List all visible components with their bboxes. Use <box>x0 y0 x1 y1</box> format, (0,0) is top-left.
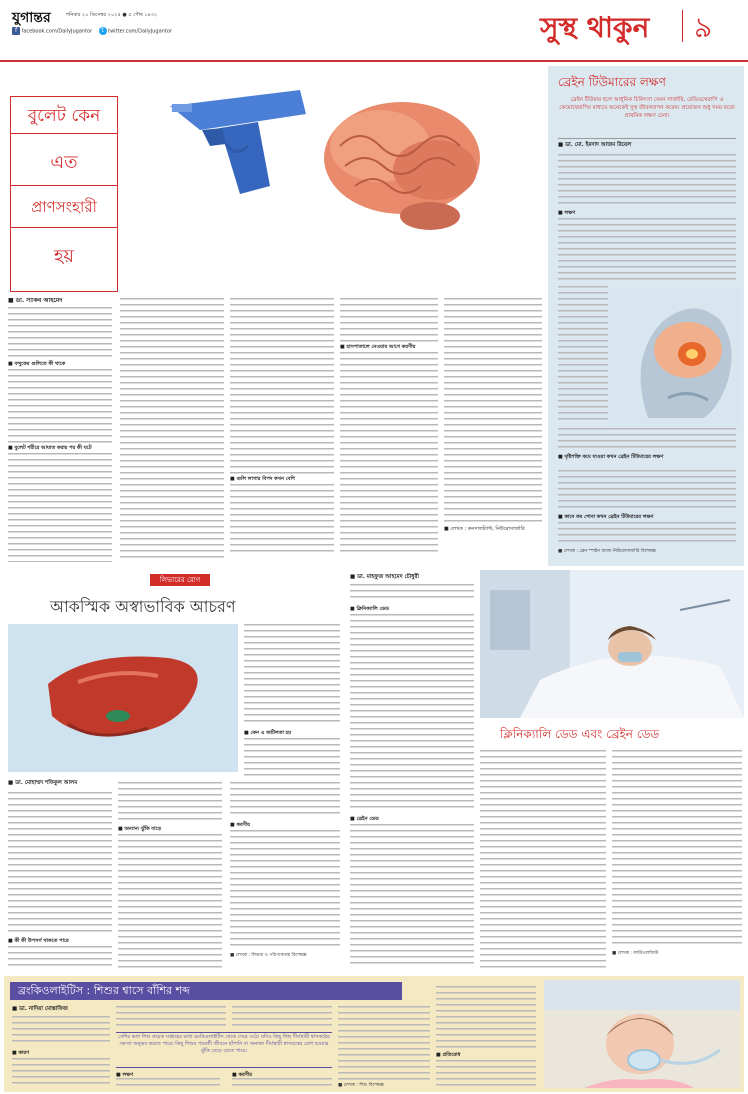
bullet-byline: ■ ডা. সাকিব আহমেদ <box>8 298 63 304</box>
dead-intro <box>350 584 474 602</box>
dead-col-1b <box>350 824 474 968</box>
dead-article <box>350 570 744 972</box>
brain-body-3 <box>558 286 608 424</box>
masthead <box>0 0 748 66</box>
bronch-col-5 <box>436 986 536 1048</box>
bronch-sub3: ■ করণীয় <box>232 1072 253 1078</box>
bronch-sub2: ■ লক্ষণ <box>116 1072 134 1078</box>
bullet-headline-box <box>10 96 118 292</box>
page-number: ৯ <box>694 11 713 44</box>
brain-intro: ব্রেইন টিউমার হলে আধুনিক চিকিৎসা যেমন সার্জারি, রেডিওথেরাপি ও কেমোথেরাপির মাধ্যমে অনেকেই সুস্থ জীবনযাপন করেন। প্রয়োজন শুধু সময় মতো প্রাথমিক লক্ষণ চেনা। <box>559 97 735 119</box>
liver-col-2b <box>118 834 222 968</box>
dead-col-3 <box>612 750 742 946</box>
masthead-rule <box>0 60 748 62</box>
bullet-col-3 <box>230 298 334 560</box>
dateline: শনিবার ২০ ডিসেম্বর ২০২৫ ● ৫ পৌষ ১৪৩২ <box>66 12 158 18</box>
liver-byline: ■ ডা. মোহাম্মদ শফিকুল আলম <box>8 780 78 786</box>
bronch-col-3 <box>232 1006 332 1030</box>
liver-sub4: ■ কী কী উপসর্গ থাকতে পারে <box>8 938 69 944</box>
dead-col-2 <box>480 750 606 968</box>
bullet-col-2 <box>120 298 224 560</box>
liver-col-3 <box>230 782 340 818</box>
baby-nebulizer-photo <box>544 980 740 1088</box>
liver-side-col <box>244 624 340 724</box>
liver-article <box>0 570 346 972</box>
bronchiolitis-byline: ■ ডা. নাদিয়া মোস্তাফিজ <box>12 1006 68 1012</box>
bronchiolitis-article <box>4 976 744 1092</box>
liver-col-1b <box>8 946 112 968</box>
dead-writer: ■ লেখক : কার্ডিওলজিস্ট <box>612 951 659 956</box>
liver-banner <box>150 574 210 586</box>
logo: যুগান্তর <box>12 10 51 26</box>
bronch-col-4 <box>338 1006 430 1080</box>
gun-brain-illustration <box>130 66 545 291</box>
brain-body-4 <box>558 428 736 450</box>
bronch-col-3b <box>232 1078 332 1090</box>
brain-body-6 <box>558 522 736 544</box>
bullet-col-4 <box>340 298 438 560</box>
brain-body-5 <box>558 470 736 510</box>
bronch-col-5b <box>436 1060 536 1088</box>
bronch-col-2 <box>116 1006 226 1030</box>
liver-writer: ■ লেখক : লিভার ও পরিপাকতন্ত্র বিশেষজ্ঞ <box>230 953 307 958</box>
liver-banner-label: লিভারের রোগ <box>159 576 201 584</box>
brain-tumor-panel <box>548 66 744 566</box>
liver-col-1 <box>8 792 112 932</box>
patient-photo <box>480 570 744 718</box>
bullet-col-1 <box>8 298 112 562</box>
liver-sub2: ■ অন্যান্য ঝুঁকি বাড়ে <box>118 826 162 832</box>
brain-body-2 <box>558 218 736 284</box>
brain-sub3: ■ কানে কম শোনা কখন ব্রেইন টিউমারের লক্ষণ <box>558 514 654 520</box>
brain-byline: ■ ডা. মো. ইমদাদ আজম রিয়েল <box>558 142 632 148</box>
bronch-writer: ■ লেখক : শিশু বিশেষজ্ঞ <box>338 1083 384 1088</box>
bronch-callout-text: বেশির ভাগ শিশু কয়েক সপ্তাহের মধ্যে ব্রংকিওলাইটিস থেকে সেরে ওঠে। যদিও কিছু শিশু দীর্ঘস্থায়ী শ্বাসকষ্টের সমস্যা অনুভব করতে পারে। কিছু শিশুর পরবর্তী জীবনে হাঁপানি বা অন্যান্য দীর্ঘস্থায়ী শ্বাসযন্ত্রের রোগ হওয়ার ঝুঁকি বেড়ে যেতে পারে। <box>118 1034 330 1054</box>
bronch-col-1b <box>12 1058 110 1088</box>
dead-sub1: ■ ক্লিনিক্যালি ডেড <box>350 606 389 612</box>
bullet-headline-1: বুলেট কেন <box>11 97 117 134</box>
liver-col-3b <box>230 830 340 948</box>
brain-title: ব্রেইন টিউমারের লক্ষণ <box>558 75 666 89</box>
facebook-link[interactable]: facebook.com/DailyJugantor <box>21 28 93 35</box>
brain-writer: ■ লেখক : ব্রেন স্পাইন অ্যান্ড নিউরোসার্জারি বিশেষজ্ঞ <box>558 549 656 554</box>
liver-side-col-2 <box>244 738 340 778</box>
brain-body-1 <box>558 154 736 206</box>
bullet-writer: ■ লেখক : কনসালট্যান্ট, নিউরোসার্জারি <box>444 526 525 532</box>
bullet-article <box>0 66 545 566</box>
bullet-col-5 <box>444 298 542 560</box>
bronch-sub4: ■ প্রতিরোধ <box>436 1052 461 1058</box>
twitter-link[interactable]: twitter.com/DailyJugantor <box>108 28 172 35</box>
bullet-headline-2: এত <box>11 134 117 186</box>
liver-headline: আকস্মিক অস্বাভাবিক আচরণ <box>50 597 236 616</box>
dead-headline: ক্লিনিক্যালি ডেড এবং ব্রেইন ডেড <box>500 727 660 741</box>
section-divider <box>682 10 683 42</box>
section-title: সুস্থ থাকুন <box>540 11 650 44</box>
facebook-icon: f <box>12 27 20 35</box>
liver-sub1: ■ কেন এ জটিলতা হয় <box>244 730 292 736</box>
brain-sub2: ■ দৃষ্টিশক্তি কমে যাওয়া কখন ব্রেইন টিউমারের লক্ষণ <box>558 454 664 460</box>
head-scan-image <box>608 288 742 428</box>
bronch-callout <box>116 1032 332 1068</box>
liver-image <box>8 624 238 772</box>
dead-sub2: ■ ব্রেইন ডেড <box>350 816 379 822</box>
bullet-headline-3: প্রাণসংহারী <box>11 186 117 228</box>
twitter-icon: t <box>99 27 107 35</box>
bronchiolitis-headline: ব্রংকিওলাইটিস : শিশুর শ্বাসে বাঁশির শব্দ <box>18 984 190 997</box>
bronchiolitis-banner <box>10 982 402 1000</box>
liver-col-2 <box>118 782 222 822</box>
social-bar <box>12 27 172 35</box>
liver-sub3: ■ করণীয় <box>230 822 251 828</box>
dead-byline: ■ ডা. মাহফুজ আহমেদ চৌধুরী <box>350 574 419 580</box>
bullet-sub2: ■ বুলেট শরীরে আঘাত করার পর কী ঘটে <box>8 445 92 452</box>
bronch-sub1: ■ কারণ <box>12 1050 30 1056</box>
bullet-headline-4: হয় <box>53 246 75 267</box>
dead-col-1 <box>350 614 474 810</box>
bronch-col-2b <box>116 1078 220 1090</box>
bullet-sub4: ■ হাসপাতালে নেওয়ার আগে করণীয় <box>340 344 416 350</box>
bullet-sub3: ■ গুলি লাগার বিপদ কখন বেশি <box>230 476 295 482</box>
bronch-col-1 <box>12 1016 110 1046</box>
bullet-sub1: ■ বন্দুকের গুলিতে কী থাকে <box>8 361 66 368</box>
brain-sub1: ■ লক্ষণ <box>558 210 576 216</box>
